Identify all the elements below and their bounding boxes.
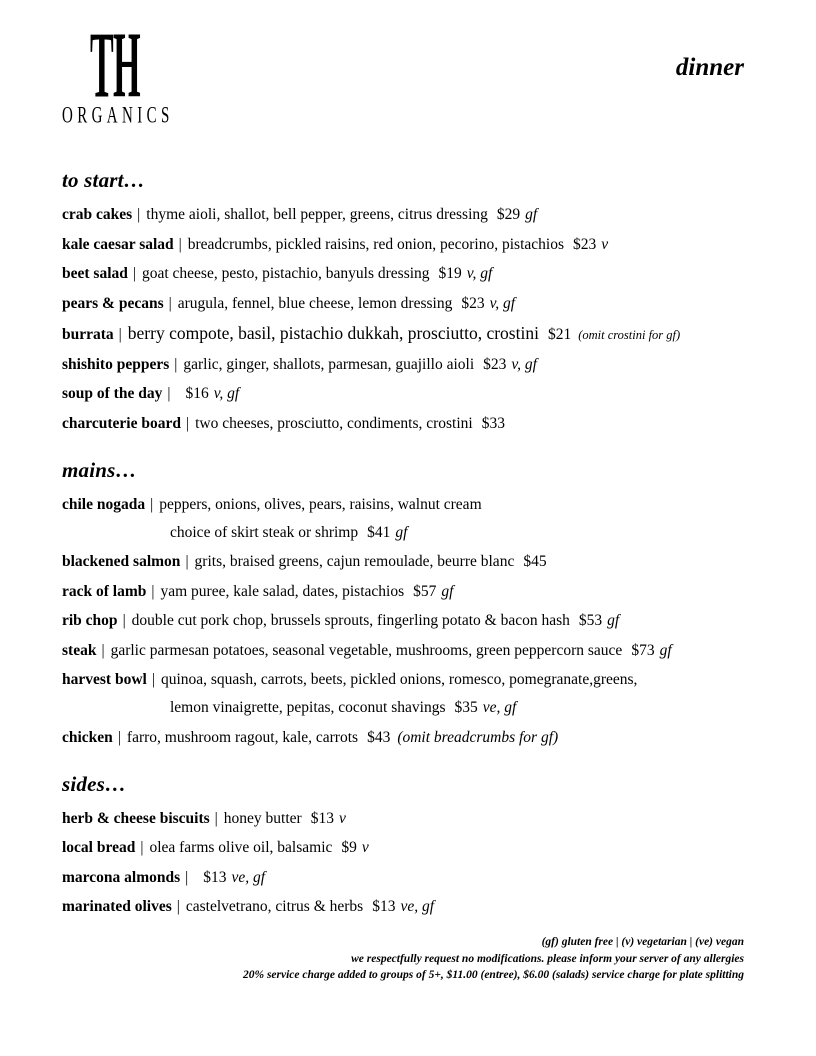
item-description: castelvetrano, citrus & herbs — [185, 898, 364, 915]
item-separator: | — [132, 265, 136, 282]
item-description: honey butter — [223, 809, 302, 827]
footer — [62, 934, 744, 984]
item-name: herb & cheese biscuits — [62, 809, 210, 827]
menu-item — [62, 837, 744, 859]
item-price: $9 — [341, 839, 357, 856]
item-name: soup of the day — [62, 385, 163, 402]
item-description: berry compote, basil, pistachio dukkah, prosciutto, crostini — [127, 323, 539, 343]
item-name: beet salad — [62, 265, 128, 282]
item-separator: | — [118, 326, 122, 343]
item-description: farro, mushroom ragout, kale, carrots — [126, 728, 359, 746]
menu-item — [62, 727, 744, 749]
item-diet-tags: v, gf — [511, 355, 537, 373]
item-name: marinated olives — [62, 898, 172, 915]
item-price: $23 — [461, 294, 485, 312]
item-separator: | — [122, 612, 126, 629]
item-price: $23 — [572, 235, 597, 253]
item-price: $57 — [413, 582, 437, 600]
item-description: grits, braised greens, cajun remoulade, beurre blanc — [194, 553, 515, 570]
item-diet-tags: ve, gf — [400, 898, 435, 915]
item-separator: | — [140, 839, 144, 856]
item-name: burrata — [62, 326, 114, 343]
item-separator: | — [101, 641, 105, 659]
menu-item — [62, 808, 744, 830]
item-diet-tags: v — [601, 235, 609, 253]
item-diet-tags: gf — [525, 206, 538, 223]
menu-item — [62, 494, 744, 544]
item-price: $45 — [523, 553, 547, 570]
menu-item — [62, 293, 744, 315]
item-separator: | — [174, 355, 178, 373]
menu-item — [62, 354, 744, 376]
item-description: breadcrumbs, pickled raisins, red onion, pecorino, pistachios — [187, 235, 564, 253]
item-diet-tags: gf — [607, 612, 620, 629]
item-price: $73 — [631, 641, 655, 659]
menu-item — [62, 263, 744, 285]
menu-item — [62, 867, 744, 889]
item-separator: | — [168, 294, 172, 312]
menu-item — [62, 669, 744, 719]
item-description: yam puree, kale salad, dates, pistachios — [160, 582, 405, 600]
item-name: blackened salmon — [62, 553, 181, 570]
item-price: $13 — [310, 809, 334, 827]
menu-section-2 — [62, 458, 744, 749]
item-description: double cut pork chop, brussels sprouts, fingerling potato & bacon hash — [131, 612, 570, 629]
item-diet-tags: v — [338, 809, 346, 827]
section-heading: to start… — [62, 168, 145, 192]
page-title: dinner — [675, 54, 744, 81]
item-name: charcuterie board — [62, 414, 181, 432]
item-continuation — [62, 697, 744, 719]
item-name: rib chop — [62, 612, 118, 629]
item-description: garlic parmesan potatoes, seasonal vegetable, mushrooms, green peppercorn sauce — [110, 641, 623, 659]
item-price: $29 — [496, 206, 521, 223]
item-name: harvest bowl — [62, 671, 147, 688]
item-price: $16 — [185, 385, 209, 402]
item-separator: | — [185, 868, 189, 886]
item-diet-tags: v, gf — [466, 265, 493, 282]
item-description: garlic, ginger, shallots, parmesan, guajillo aioli — [183, 355, 475, 373]
menu-body — [62, 168, 744, 918]
item-price: $21 — [547, 326, 572, 343]
menu-item — [62, 896, 744, 918]
item-diet-tags: v, gf — [213, 385, 240, 402]
menu-section-3 — [62, 772, 744, 919]
item-separator: | — [117, 728, 121, 746]
item-description: thyme aioli, shallot, bell pepper, greens, citrus dressing — [146, 206, 488, 223]
item-price: $43 — [367, 728, 391, 746]
item-name: local bread — [62, 839, 136, 856]
item-description: peppers, onions, olives, pears, raisins, walnut cream — [159, 495, 482, 513]
menu-item — [62, 413, 744, 435]
menu-item — [62, 581, 744, 603]
item-diet-tags: v, gf — [489, 294, 516, 312]
item-name: shishito peppers — [62, 355, 170, 373]
menu-item — [62, 204, 744, 226]
item-name: rack of lamb — [62, 582, 147, 600]
menu-section-1 — [62, 168, 744, 435]
item-diet-tags: v — [361, 839, 369, 856]
item-description: arugula, fennel, blue cheese, lemon dressing — [177, 294, 453, 312]
diet-legend: (gf) gluten free | (v) vegetarian | (ve) vegan — [541, 936, 744, 948]
item-description: olea farms olive oil, balsamic — [149, 839, 333, 856]
item-separator: | — [151, 582, 155, 600]
item-continuation — [62, 522, 744, 544]
menu-item — [62, 610, 744, 632]
item-price: $53 — [578, 612, 603, 629]
item-description: goat cheese, pesto, pistachio, banyuls dressing — [141, 265, 430, 282]
item-note: (omit crostini for gf) — [578, 328, 681, 342]
item-price: $13 — [203, 868, 227, 886]
item-price: $35 — [454, 699, 478, 716]
item-separator: | — [185, 553, 189, 570]
item-separator: | — [178, 235, 182, 253]
item-separator: | — [137, 206, 141, 223]
menu-item — [62, 322, 744, 346]
item-price: $19 — [438, 265, 462, 282]
item-separator: | — [150, 495, 154, 513]
item-name: chicken — [62, 728, 113, 746]
logo-monogram: TH — [90, 12, 140, 118]
menu-item — [62, 551, 744, 573]
item-price: $23 — [483, 355, 507, 373]
continuation-text: lemon vinaigrette, pepitas, coconut shavings — [170, 699, 446, 716]
section-heading: mains… — [62, 457, 137, 482]
item-separator: | — [176, 898, 180, 915]
section-heading: sides… — [62, 771, 127, 796]
item-diet-tags: ve, gf — [482, 699, 517, 716]
item-diet-tags: gf — [659, 641, 672, 659]
restaurant-logo — [62, 12, 174, 128]
item-diet-tags: gf — [441, 582, 454, 600]
item-separator: | — [167, 385, 171, 402]
menu-item — [62, 383, 744, 405]
item-description: quinoa, squash, carrots, beets, pickled onions, romesco, pomegranate,greens, — [160, 671, 638, 688]
item-note: (omit breadcrumbs for gf) — [397, 728, 559, 746]
modifications-note: we respectfully request no modifications. please inform your server of any allergies — [351, 952, 744, 965]
continuation-text: choice of skirt steak or shrimp — [170, 523, 359, 541]
service-charge-note: 20% service charge added to groups of 5+, $11.00 (entree), $6.00 (salads) service charge for plate splitting — [243, 969, 744, 981]
item-name: steak — [62, 641, 97, 659]
logo-wordmark: ORGANICS — [62, 102, 174, 128]
menu-item — [62, 234, 744, 256]
item-diet-tags: ve, gf — [231, 868, 266, 886]
item-name: pears & pecans — [62, 294, 164, 312]
item-separator: | — [151, 671, 155, 688]
menu-item — [62, 640, 744, 662]
item-separator: | — [185, 414, 190, 432]
item-name: kale caesar salad — [62, 235, 174, 253]
item-price: $13 — [372, 898, 396, 915]
item-price: $33 — [481, 414, 505, 432]
item-name: marcona almonds — [62, 868, 181, 886]
item-description: two cheeses, prosciutto, condiments, crostini — [195, 414, 473, 432]
item-name: chile nogada — [62, 495, 146, 513]
item-separator: | — [214, 809, 218, 827]
header — [62, 12, 744, 128]
item-diet-tags: gf — [395, 523, 408, 541]
item-price: $41 — [367, 523, 391, 541]
item-name: crab cakes — [62, 206, 133, 223]
